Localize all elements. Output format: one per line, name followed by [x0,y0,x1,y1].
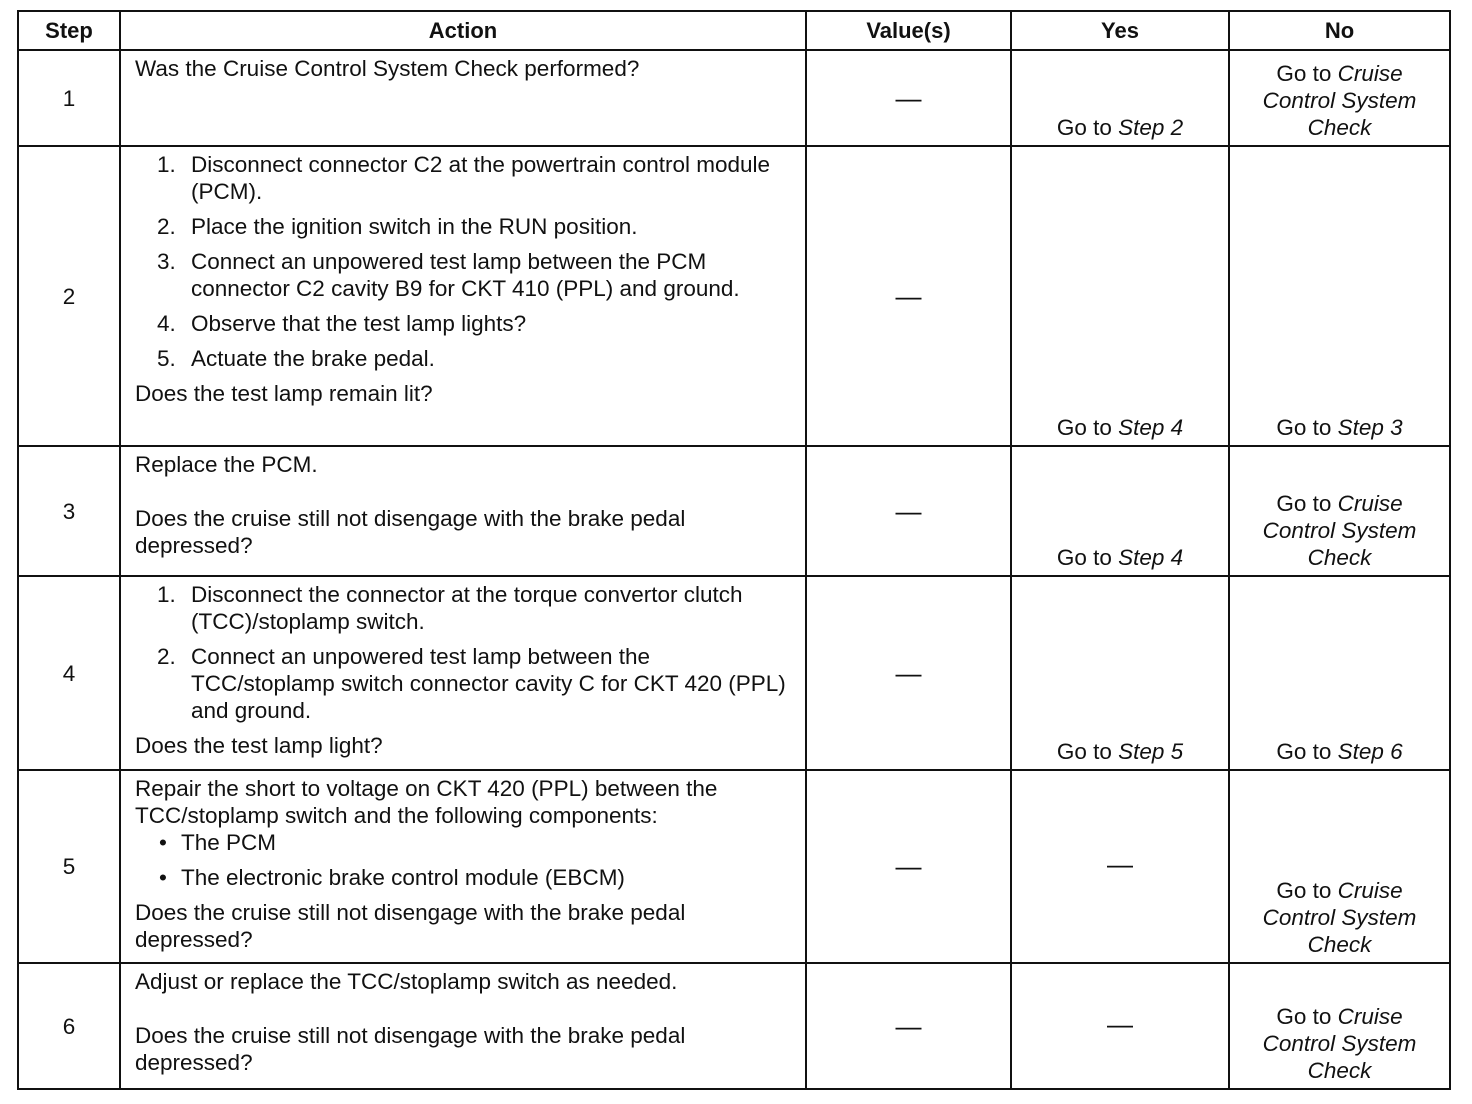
header-no: No [1229,11,1450,50]
list-item: 2. Connect an unpowered test lamp between the TCC/stoplamp switch connector cavity C for CKT 420 (PPL) and ground. [157,644,786,723]
action-cell [120,446,806,576]
numbered-list [135,151,795,372]
table-row [18,770,1450,963]
question-text: Does the cruise still not disengage with the brake pedal depressed? [135,1023,686,1075]
no-cell [1229,963,1450,1089]
goto-prefix: Go to [1276,61,1332,86]
list-item: 1. Disconnect connector C2 at the powertrain control module (PCM). [157,152,771,204]
goto-target: Cruise Control System Check [1262,491,1417,570]
bullet-list [135,829,795,891]
table-row [18,446,1450,576]
yes-cell [1011,146,1229,446]
step-number: 4 [18,576,120,770]
header-row [18,11,1450,50]
goto-prefix: Go to [1276,1004,1332,1029]
table-row [18,50,1450,146]
goto-prefix: Go to [1056,415,1112,440]
header-values: Value(s) [806,11,1011,50]
yes-cell: — [1011,770,1229,963]
action-cell [120,963,806,1089]
yes-cell: — [1011,963,1229,1089]
value-cell: — [806,963,1011,1089]
goto-target: Step 4 [1118,545,1184,570]
step-number: 6 [18,963,120,1089]
goto-prefix: Go to [1276,878,1332,903]
list-item: • The PCM [159,830,277,855]
goto-prefix: Go to [1056,739,1112,764]
list-item: • The electronic brake control module (EBCM) [159,865,625,890]
list-item: 4. Observe that the test lamp lights? [157,311,527,336]
goto-prefix: Go to [1056,545,1112,570]
value-cell: — [806,446,1011,576]
table-row [18,963,1450,1089]
question-text: Does the cruise still not disengage with the brake pedal depressed? [135,506,686,558]
action-cell [120,576,806,770]
step-number: 1 [18,50,120,146]
yes-cell [1011,576,1229,770]
goto-prefix: Go to [1276,491,1332,516]
no-cell [1229,770,1450,963]
question-text: Does the cruise still not disengage with the brake pedal depressed? [135,900,686,952]
yes-cell [1011,446,1229,576]
numbered-list [135,581,795,724]
no-cell [1229,446,1450,576]
action-cell [120,770,806,963]
question-text: Was the Cruise Control System Check performed? [135,56,640,81]
goto-target: Cruise Control System Check [1262,1004,1417,1083]
step-number: 2 [18,146,120,446]
goto-prefix: Go to [1276,415,1332,440]
no-cell [1229,50,1450,146]
no-cell [1229,146,1450,446]
question-text: Does the test lamp remain lit? [135,381,433,406]
value-cell: — [806,770,1011,963]
diagnostic-table [17,10,1451,1090]
list-item: 3. Connect an unpowered test lamp between the PCM connector C2 cavity B9 for CKT 410 (PPL) and ground. [157,249,740,301]
goto-target: Step 4 [1118,415,1184,440]
action-cell [120,50,806,146]
goto-prefix: Go to [1056,115,1112,140]
list-item: 5. Actuate the brake pedal. [157,346,435,371]
yes-cell [1011,50,1229,146]
goto-target: Step 3 [1337,415,1403,440]
no-cell [1229,576,1450,770]
instruction-text: Adjust or replace the TCC/stoplamp switch as needed. [135,969,678,994]
value-cell: — [806,576,1011,770]
goto-prefix: Go to [1276,739,1332,764]
list-item: 2. Place the ignition switch in the RUN position. [157,214,638,239]
value-cell: — [806,146,1011,446]
instruction-text: Repair the short to voltage on CKT 420 (PPL) between the TCC/stoplamp switch and the following components: [135,776,718,828]
action-cell [120,146,806,446]
table-row [18,146,1450,446]
step-number: 3 [18,446,120,576]
header-yes: Yes [1011,11,1229,50]
value-cell: — [806,50,1011,146]
header-action: Action [120,11,806,50]
header-step: Step [18,11,120,50]
step-number: 5 [18,770,120,963]
goto-target: Step 5 [1118,739,1184,764]
goto-target: Cruise Control System Check [1262,878,1417,957]
goto-target: Step 2 [1118,115,1184,140]
instruction-text: Replace the PCM. [135,452,318,477]
table-row [18,576,1450,770]
goto-target: Cruise Control System Check [1262,61,1417,140]
question-text: Does the test lamp light? [135,733,383,758]
goto-target: Step 6 [1337,739,1403,764]
list-item: 1. Disconnect the connector at the torque convertor clutch (TCC)/stoplamp switch. [157,582,743,634]
